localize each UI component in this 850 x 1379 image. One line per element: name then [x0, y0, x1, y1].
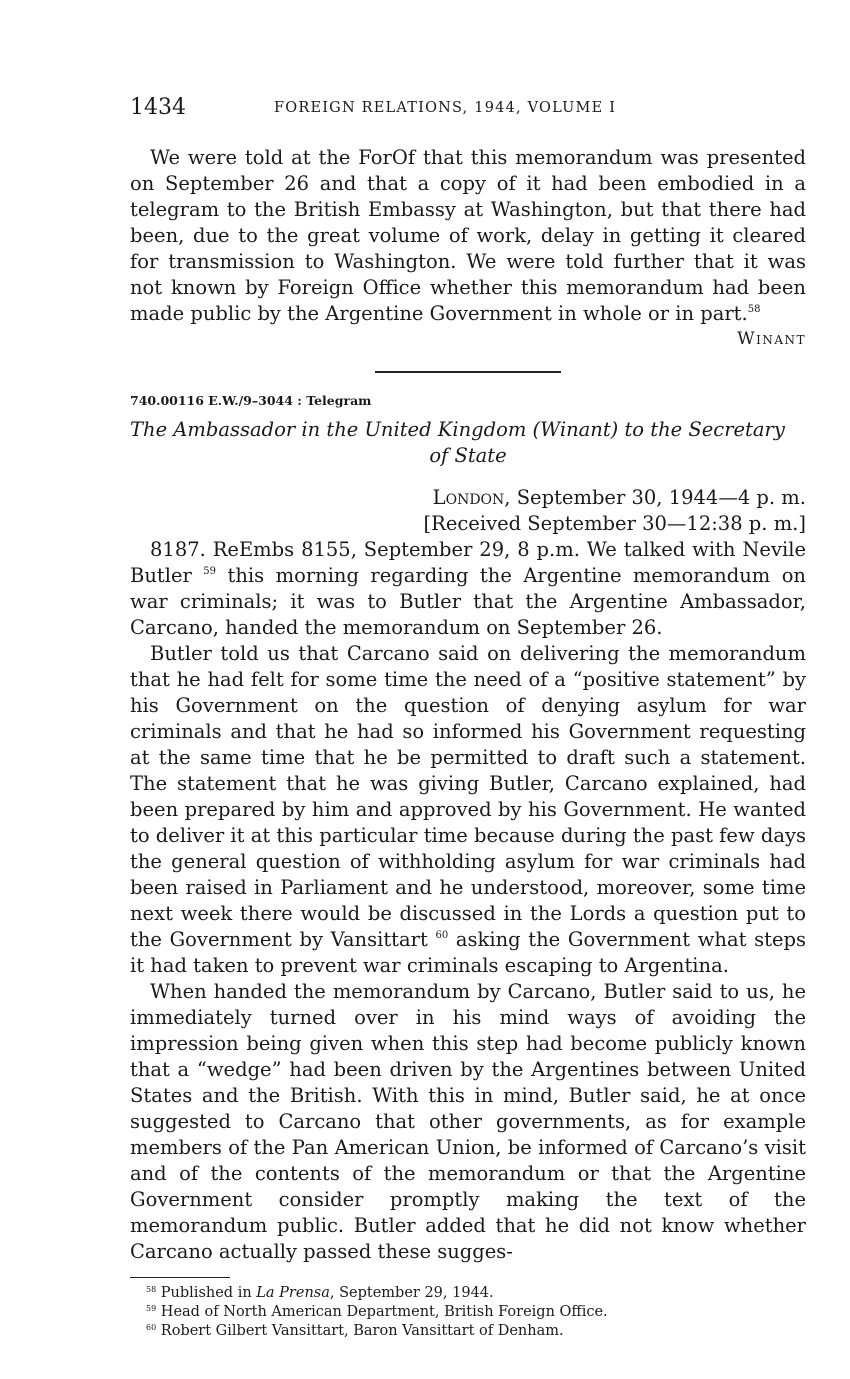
- paragraph-2-text-b: asking the Government what steps it had taken to prevent war criminals escaping to Argentina.: [130, 928, 806, 977]
- page-number: 1434: [130, 95, 186, 120]
- file-reference: 740.00116 E.W./9–3044 : Telegram: [130, 393, 372, 408]
- dateline-sent: [130, 485, 806, 511]
- footnote-59: [146, 1303, 806, 1322]
- footnote-ref-59: 59: [203, 566, 217, 577]
- dateline-received: [Received September 30—12:38 p. m.]: [423, 512, 806, 535]
- telegram-paragraph-2: [130, 641, 806, 979]
- footnote-number: 59: [146, 1304, 157, 1313]
- footnote-60: [146, 1322, 806, 1341]
- footnote-text: Head of North American Department, British Foreign Office.: [156, 1304, 608, 1320]
- document-title: [130, 417, 806, 469]
- running-title: FOREIGN RELATIONS, 1944, VOLUME I: [274, 100, 617, 116]
- footnote-ref-60: 60: [435, 930, 449, 941]
- footnote-ref-58: 58: [747, 304, 761, 315]
- paragraph-1-text-a: 8187. ReEmbs 8155, September 29, 8 p.m. We talked with Nevile Butler: [130, 538, 806, 587]
- footnote-text: Robert Gilbert Vansittart, Baron Vansittart of Denham.: [156, 1323, 564, 1339]
- dateline-date: , September 30, 1944—4 p. m.: [504, 486, 806, 509]
- footnote-text: Published in: [156, 1285, 257, 1301]
- paragraph-2-text-a: Butler told us that Carcano said on delivering the memorandum that he had felt for some time the need of a “positive statement” by his Government on the question of denying asylum for war criminals and that he had so informed his Government requesting at the same time that he be permitted to draft such a statement. The statement that he was giving Butler, Carcano explained, had been prepared by him and approved by his Government. He wanted to deliver it at this particular time because during the past few days the general question of withholding asylum for war criminals had been raised in Parliament and he understood, moreover, some time next week there would be discussed in the Lords a question put to the Government by Vansittart: [130, 642, 806, 951]
- signature-winant: Winant: [737, 329, 806, 349]
- previous-paragraph-text: We were told at the ForOf that this memorandum was presented on September 26 and that a copy of it had been embodied in a telegram to the British Embassy at Washington, but that there had been, due to the great volume of work, delay in getting it cleared for transmission to Washington. We were told further that it was not known by Foreign Office whether this memorandum had been made public by the Argentine Government in whole or in part.: [130, 146, 806, 325]
- footnote-number: 58: [146, 1285, 157, 1294]
- dateline-place: London: [432, 486, 505, 509]
- telegram-paragraph-1: [130, 537, 806, 641]
- footnote-divider: [130, 1277, 230, 1278]
- document-page: [130, 95, 806, 1341]
- dateline: [130, 485, 806, 537]
- telegram-paragraph-3: When handed the memorandum by Carcano, Butler said to us, he immediately turned over in his mind ways of avoiding the impression being given when this step had become publicly known that a “wedge” had been driven by the Argentines between United States and the British. With this in mind, Butler said, he at once suggested to Carcano that other governments, as for example members of the Pan American Union, be informed of Carcano’s visit and of the contents of the memorandum or that the Argentine Government consider promptly making the text of the memorandum public. Butler added that he did not know whether Carcano actually passed these sugges-: [130, 980, 806, 1263]
- footnote-58: [146, 1284, 806, 1303]
- paragraph-1-text-b: this morning regarding the Argentine memorandum on war criminals; it was to Butler that the Argentine Ambassador, Carcano, handed the memorandum on September 26.: [130, 564, 806, 639]
- previous-document-paragraph: [130, 145, 806, 327]
- footnote-number: 60: [146, 1323, 157, 1332]
- document-title-line-1: The Ambassador in the United Kingdom (Winant) to the Secretary: [130, 418, 785, 441]
- footnote-text-end: , September 29, 1944.: [329, 1285, 494, 1301]
- footnote-italic-text: La Prensa: [256, 1285, 330, 1301]
- running-head: [130, 95, 806, 125]
- document-title-line-2: of State: [429, 444, 507, 467]
- footnotes: [130, 1284, 806, 1341]
- section-divider: [375, 371, 561, 373]
